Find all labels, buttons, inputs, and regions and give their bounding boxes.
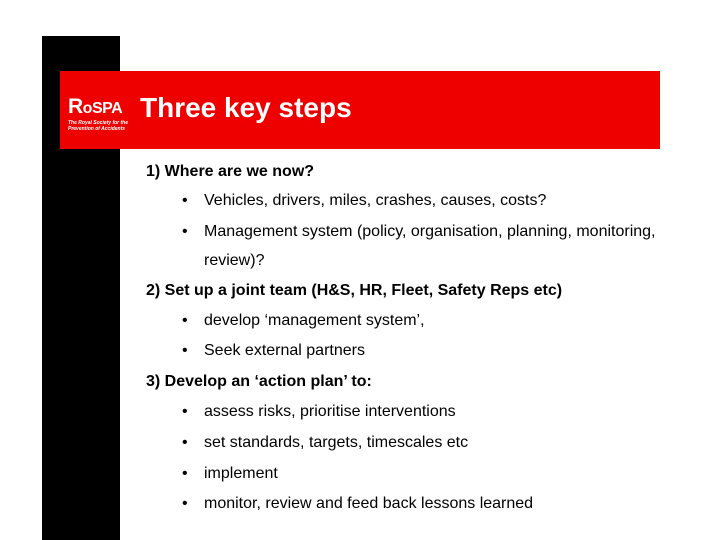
- step-3-heading: 3) Develop an ‘action plan’ to:: [146, 373, 372, 390]
- bullet-icon: •: [182, 342, 188, 359]
- step-1-heading: 1) Where are we now?: [146, 163, 315, 180]
- step-2-heading: 2) Set up a joint team (H&S, HR, Fleet, Safety Reps etc): [146, 282, 563, 299]
- bullet-text: monitor, review and feed back lessons learned: [204, 495, 534, 512]
- bullet-icon: •: [182, 403, 188, 420]
- slide-title: Three key steps: [140, 92, 352, 123]
- bullet-icon: •: [182, 192, 188, 209]
- bullet-text: develop ‘management system’,: [204, 312, 425, 329]
- bullet-icon: •: [182, 434, 188, 451]
- logo-wordmark: RoSPA: [68, 95, 123, 118]
- bullet-text: Management system (policy, organisation, planning, monitoring,: [204, 223, 656, 240]
- bullet-text: implement: [204, 465, 278, 482]
- bullet-text: set standards, targets, timescales etc: [204, 434, 469, 451]
- bullet-text: Vehicles, drivers, miles, crashes, causes, costs?: [204, 192, 547, 209]
- bullet-icon: •: [182, 223, 188, 240]
- bullet-text: review)?: [204, 252, 265, 269]
- rospa-logo: [68, 97, 134, 132]
- logo-tagline: The Royal Society for the Prevention of Accidents: [68, 120, 129, 132]
- bullet-text: Seek external partners: [204, 342, 365, 359]
- bullet-icon: •: [182, 465, 188, 482]
- bullet-icon: •: [182, 495, 188, 512]
- bullet-icon: •: [182, 312, 188, 329]
- bullet-text: assess risks, prioritise interventions: [204, 403, 456, 420]
